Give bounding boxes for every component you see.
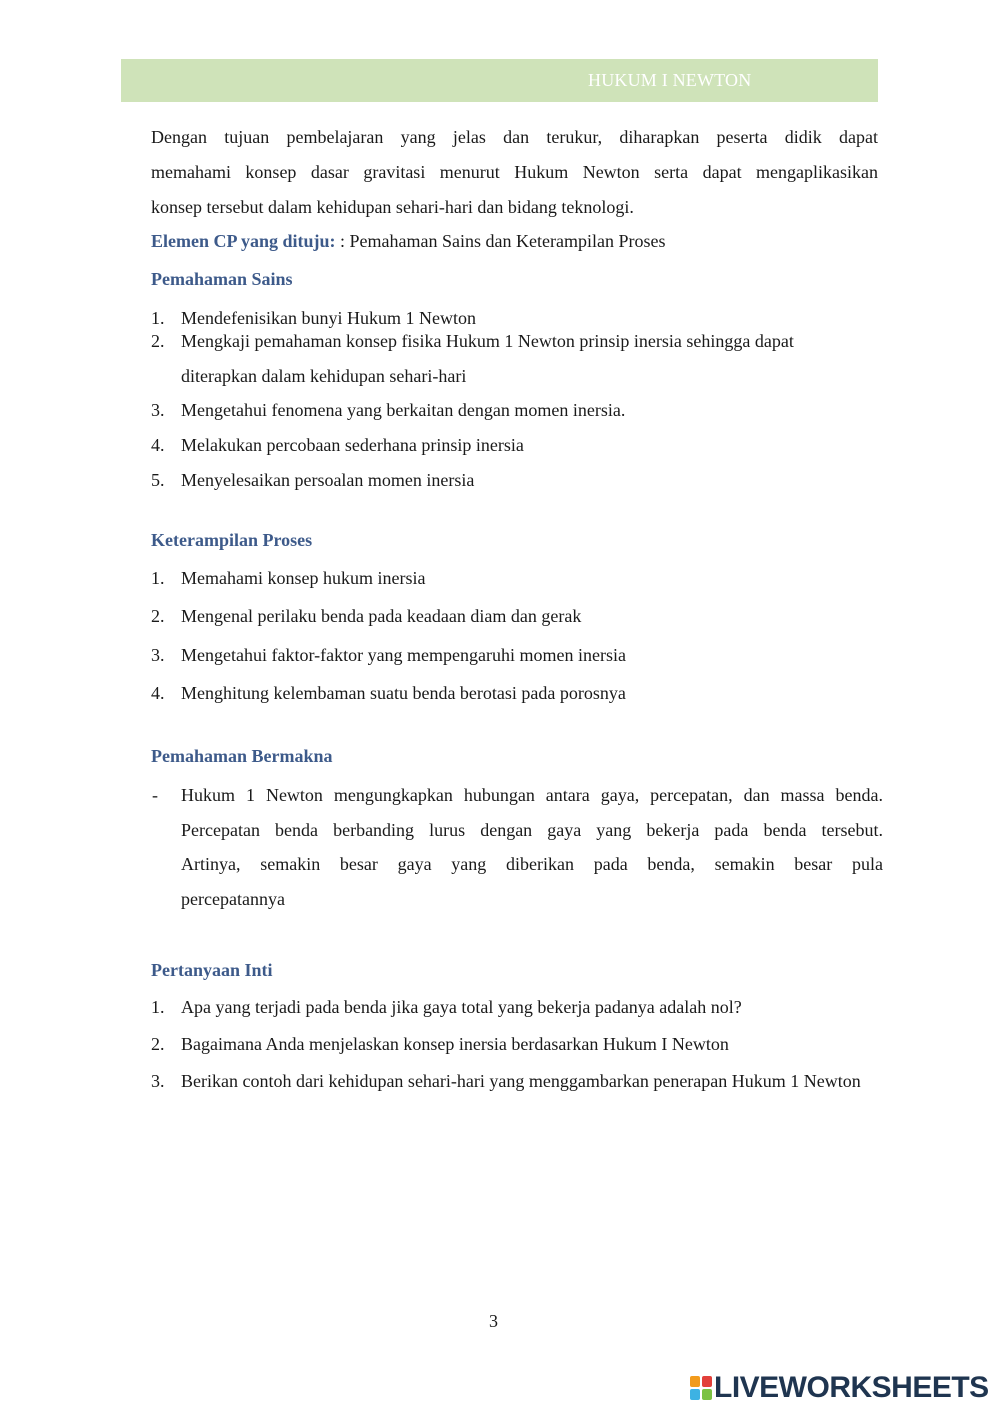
intro-line: memahami konsep dasar gravitasi menurut Hukum Newton serta dapat mengaplikasikan <box>151 162 878 182</box>
paragraph-line: percepatannya <box>181 889 285 909</box>
elemen-cp-line <box>151 230 665 252</box>
liveworksheets-logo <box>690 1371 989 1404</box>
section-heading-pemahaman-sains: Pemahaman Sains <box>151 269 293 289</box>
list-item: Mengkaji pemahaman konsep fisika Hukum 1 Newton prinsip inersia sehingga dapat <box>181 331 794 351</box>
list-number: 1. <box>151 568 165 588</box>
section-heading-pemahaman-bermakna: Pemahaman Bermakna <box>151 746 333 766</box>
list-item: Menyelesaikan persoalan momen inersia <box>181 470 475 490</box>
list-item: Mengetahui faktor-faktor yang mempengaruhi momen inersia <box>181 645 626 665</box>
elemen-cp-value: : Pemahaman Sains dan Keterampilan Proses <box>335 231 666 251</box>
list-number: 3. <box>151 400 165 420</box>
section-heading-keterampilan-proses: Keterampilan Proses <box>151 530 313 550</box>
intro-line: Dengan tujuan pembelajaran yang jelas dan terukur, diharapkan peserta didik dapat <box>151 127 878 147</box>
intro-line: konsep tersebut dalam kehidupan sehari-hari dan bidang teknologi. <box>151 197 634 217</box>
list-item: Berikan contoh dari kehidupan sehari-hari yang menggambarkan penerapan Hukum 1 Newton <box>181 1071 861 1091</box>
list-item-continuation: diterapkan dalam kehidupan sehari-hari <box>181 366 467 386</box>
list-number: 2. <box>151 1034 165 1054</box>
list-number: 3. <box>151 1071 165 1091</box>
list-number: 3. <box>151 645 165 665</box>
list-item: Mengenal perilaku benda pada keadaan diam dan gerak <box>181 606 582 626</box>
list-number: 4. <box>151 435 165 455</box>
header-band <box>121 59 878 102</box>
list-number: 2. <box>151 331 165 351</box>
liveworksheets-brand-text: LIVEWORKSHEETS <box>714 1371 989 1404</box>
list-number: 5. <box>151 470 165 490</box>
paragraph-line: Artinya, semakin besar gaya yang diberikan pada benda, semakin besar pula <box>181 854 883 874</box>
header-title: HUKUM I NEWTON <box>588 70 752 90</box>
list-number: 1. <box>151 308 165 328</box>
list-item: Mengetahui fenomena yang berkaitan dengan momen inersia. <box>181 400 626 420</box>
list-number: 2. <box>151 606 165 626</box>
paragraph-line: Hukum 1 Newton mengungkapkan hubungan antara gaya, percepatan, dan massa benda. <box>181 785 883 805</box>
list-item: Bagaimana Anda menjelaskan konsep inersia berdasarkan Hukum I Newton <box>181 1034 729 1054</box>
list-item: Melakukan percobaan sederhana prinsip inersia <box>181 435 524 455</box>
bullet-dash: - <box>152 785 158 805</box>
list-item: Memahami konsep hukum inersia <box>181 568 426 588</box>
section-heading-pertanyaan-inti: Pertanyaan Inti <box>151 960 273 980</box>
paragraph-line: Percepatan benda berbanding lurus dengan gaya yang bekerja pada benda tersebut. <box>181 820 883 840</box>
list-item: Menghitung kelembaman suatu benda berotasi pada porosnya <box>181 683 626 703</box>
list-number: 4. <box>151 683 165 703</box>
page-number: 3 <box>489 1311 498 1331</box>
list-item: Apa yang terjadi pada benda jika gaya total yang bekerja padanya adalah nol? <box>181 997 742 1017</box>
list-item: Mendefenisikan bunyi Hukum 1 Newton <box>181 308 476 328</box>
elemen-cp-label: Elemen CP yang dituju: <box>151 231 336 251</box>
list-number: 1. <box>151 997 165 1017</box>
liveworksheets-logo-icon <box>690 1376 712 1400</box>
